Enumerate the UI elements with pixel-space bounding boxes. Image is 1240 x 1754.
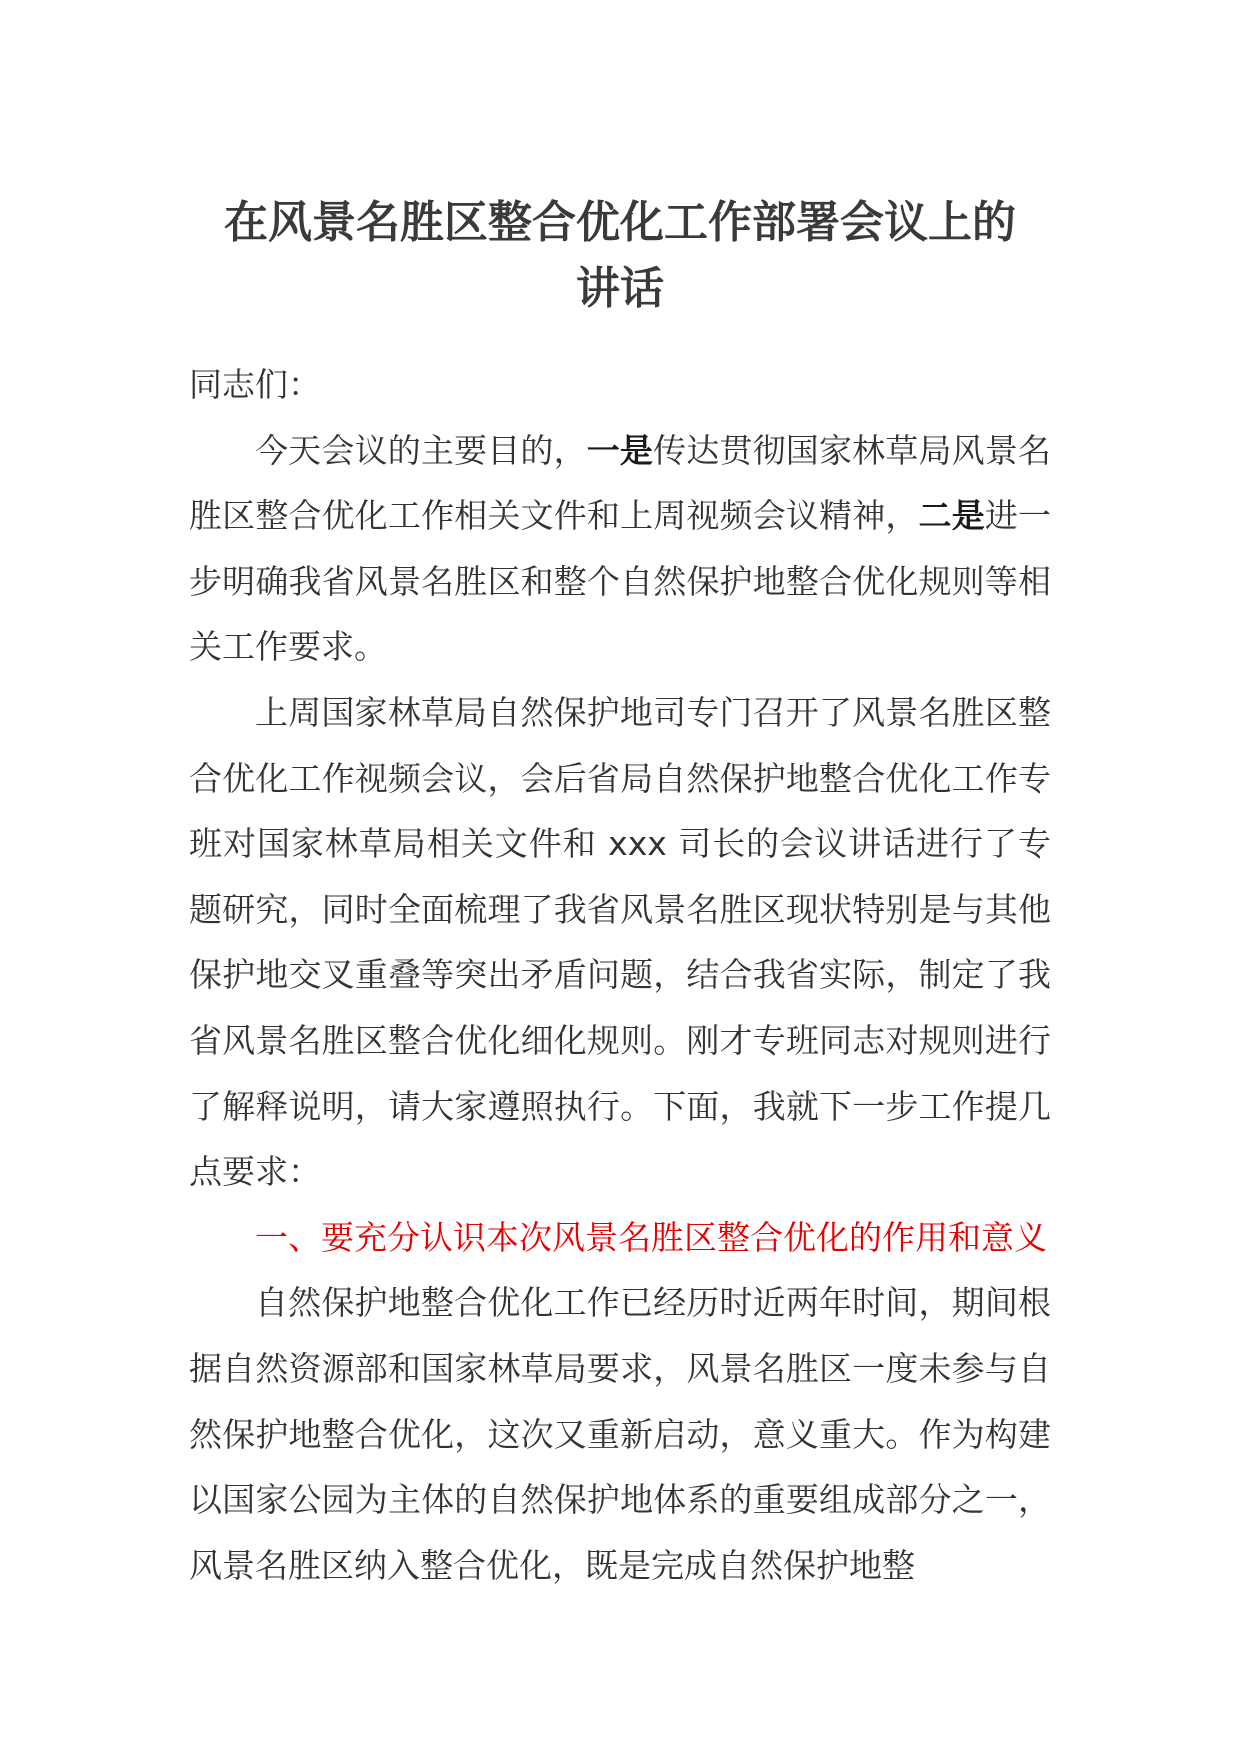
section-heading-1: 一、要充分认识本次风景名胜区整合优化的作用和意义 (255, 1217, 1047, 1257)
bold-marker-first: 一是 (586, 430, 654, 470)
document-body (189, 352, 1051, 1598)
document-title (189, 190, 1051, 322)
paragraph-text: 进一步明确我省风景名胜区和整个自然保护地整合优化规则等相关工作要求。 (189, 496, 1052, 667)
title-line-2: 讲话 (576, 263, 664, 314)
paragraph-text: 传达贯彻国家林草局风景名胜区整合优化工作相关文件和上周视频会议精神， (189, 430, 1052, 536)
title-line-1: 在风景名胜区整合优化工作部署会议上的 (224, 197, 1016, 248)
bold-marker-second: 二是 (918, 496, 985, 536)
paragraph-purpose (189, 418, 1051, 680)
document-page (189, 190, 1051, 1598)
salutation: 同志们： (189, 365, 321, 404)
paragraph-background: 上周国家林草局自然保护地司专门召开了风景名胜区整合优化工作视频会议，会后省局自然保护地整合优化工作专班对国家林草局相关文件和 xxx 司长的会议讲话进行了专题研究，同时全面梳理了我省风景名胜区现状特别是与其他保护地交叉重叠等突出矛盾问题，结合我省实际，制定了我省风景名胜区整合优化细化规则。刚才专班同志对规则进行了解释说明，请大家遵照执行。下面，我就下一步工作提几点要求： (189, 692, 1051, 1192)
paragraph-text: 今天会议的主要目的， (255, 430, 587, 470)
paragraph-significance: 自然保护地整合优化工作已经历时近两年时间，期间根据自然资源部和国家林草局要求，风景名胜区一度未参与自然保护地整合优化，这次又重新启动，意义重大。作为构建以国家公园为主体的自然保护地体系的重要组成部分之一，风景名胜区纳入整合优化，既是完成自然保护地整 (189, 1283, 1051, 1585)
